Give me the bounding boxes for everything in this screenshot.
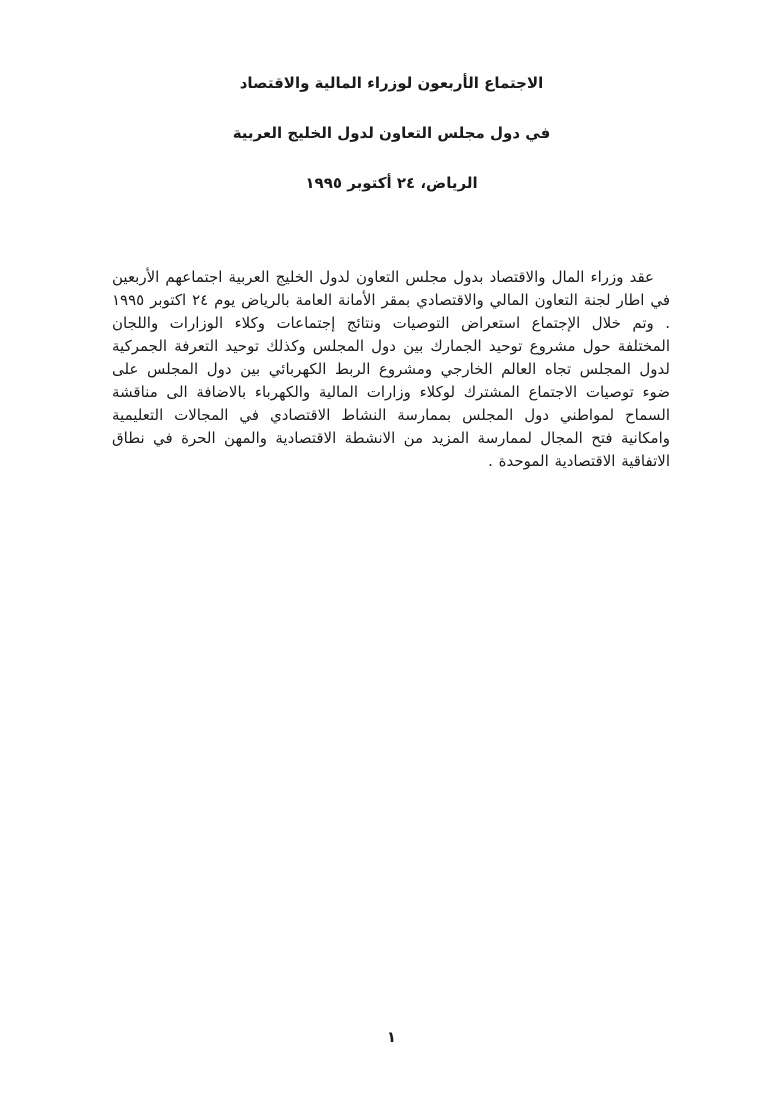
title-line-organization: في دول مجلس التعاون لدول الخليج العربية [232,124,551,142]
page-number: ١ [386,1028,397,1046]
body-text-block [112,266,670,473]
body-paragraph: عقد وزراء المال والاقتصاد بدول مجلس التعاون لدول الخليج العربية اجتماعهم الأربعين في اطار لجنة التعاون المالي والاقتصادي بمقر الأمانة العامة بالرياض يوم ٢٤ اكتوبر ١٩٩٥ . وتم خلال الإجتماع استعراض التوصيات ونتائج إجتماعات وكلاء الوزارات واللجان المختلفة حول مشروع توحيد الجمارك بين دول المجلس وكذلك توحيد التعرفة الجمركية لدول المجلس تجاه العالم الخارجي ومشروع الربط الكهربائي بين دول المجلس على ضوء توصيات الاجتماع المشترك لوكلاء وزارات المالية والكهرباء بالاضافة الى مناقشة السماح لمواطني دول المجلس بممارسة النشاط الاقتصادي في المجالات التعليمية وامكانية فتح المجال لممارسة المزيد من الانشطة الاقتصادية والمهن الحرة في نطاق الاتفاقية الاقتصادية الموحدة . [112,268,671,470]
title-line-meeting: الاجتماع الأربعون لوزراء المالية والاقتصاد [239,74,544,92]
document-title-block [0,74,783,224]
title-line-date-location: الرياض، ٢٤ أكتوبر ١٩٩٥ [305,174,478,192]
